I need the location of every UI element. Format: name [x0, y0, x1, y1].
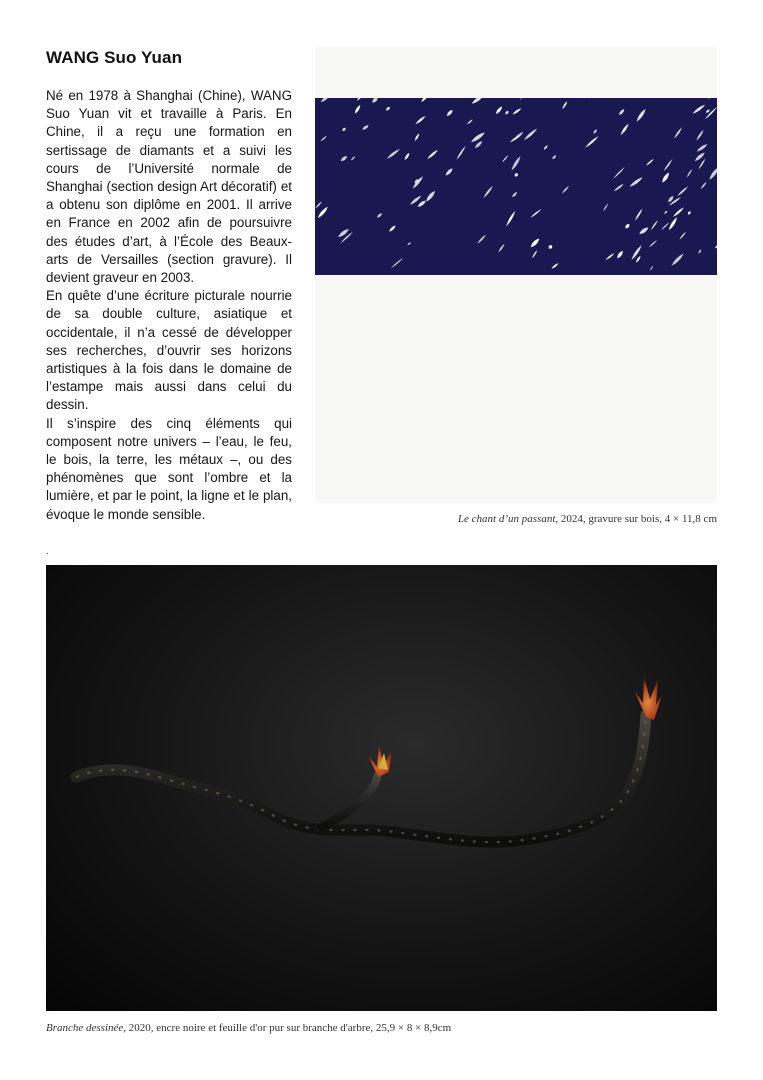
woodcut-mark — [645, 158, 654, 166]
woodcut-mark — [390, 257, 404, 269]
woodcut-mark — [320, 98, 331, 103]
woodcut-white-marks — [315, 98, 717, 275]
woodcut-caption-details: , 2024, gravure sur bois, 4 × 11,8 cm — [555, 513, 717, 525]
woodcut-mark — [630, 244, 642, 260]
woodcut-mark — [603, 203, 609, 211]
woodcut-mark — [692, 104, 706, 115]
bio-paragraph: En quête d’une écriture picturale nourrie de sa double culture, asiatique et occidentale, il n’a cessé de développer ses recherches, d’ouvrir ses horizons artistiques à la fois dans le domaine de l’estampe mais aussi dans celui du dessin. — [46, 288, 292, 413]
branch-sculpture-photo — [46, 565, 717, 1011]
woodcut-mark — [551, 262, 559, 269]
woodcut-mark — [505, 210, 516, 227]
artist-biography — [46, 87, 292, 524]
woodcut-mark — [687, 211, 692, 216]
woodcut-mark — [620, 123, 630, 136]
woodcut-mark — [385, 106, 391, 112]
woodcut-mark — [502, 155, 509, 163]
woodcut-mark — [425, 190, 437, 203]
woodcut-mark — [661, 172, 671, 184]
woodcut-mark — [548, 244, 554, 250]
woodcut-mark — [584, 135, 599, 148]
branch-caption — [46, 1022, 451, 1034]
artist-name: WANG Suo Yuan — [46, 48, 183, 67]
woodcut-ink-band — [315, 98, 717, 275]
woodcut-mark — [446, 109, 454, 117]
branch-caption-title: Branche dessinée — [46, 1022, 124, 1034]
woodcut-mark — [673, 127, 682, 139]
woodcut-mark — [340, 155, 348, 163]
woodcut-mark — [456, 145, 467, 160]
woodcut-mark — [371, 98, 379, 104]
woodcut-mark — [519, 98, 528, 100]
woodcut-mark — [514, 172, 519, 177]
woodcut-mark — [708, 166, 717, 181]
separator-dot: . — [46, 546, 49, 557]
woodcut-mark — [649, 265, 653, 270]
woodcut-mark — [635, 108, 647, 123]
woodcut-mark — [376, 212, 383, 219]
woodcut-mark — [649, 239, 658, 247]
woodcut-mark — [523, 127, 538, 141]
woodcut-mark — [477, 234, 487, 244]
woodcut-mark — [613, 183, 624, 192]
woodcut-mark — [583, 98, 593, 99]
woodcut-mark — [388, 225, 396, 233]
woodcut-mark — [529, 237, 540, 248]
woodcut-mark — [354, 104, 362, 114]
woodcut-mark — [407, 242, 412, 246]
woodcut-mark — [474, 140, 484, 149]
woodcut-mark — [638, 226, 649, 236]
woodcut-mark — [670, 252, 684, 267]
woodcut-mark — [320, 135, 327, 142]
woodcut-mark — [686, 169, 693, 178]
woodcut-mark — [483, 185, 494, 199]
woodcut-mark — [698, 158, 706, 170]
woodcut-mark — [356, 98, 368, 102]
woodcut-mark — [605, 253, 615, 261]
woodcut-mark — [696, 143, 709, 153]
woodcut-caption — [458, 513, 717, 525]
woodcut-mark — [707, 98, 717, 100]
woodcut-mark — [404, 152, 411, 161]
woodcut-mark — [634, 208, 643, 221]
woodcut-mark — [695, 129, 704, 141]
woodcut-print-image — [315, 47, 717, 503]
woodcut-mark — [510, 155, 522, 171]
woodcut-mark — [426, 149, 438, 160]
woodcut-mark — [512, 131, 524, 142]
woodcut-mark — [700, 181, 707, 189]
woodcut-mark — [342, 127, 347, 132]
woodcut-mark — [471, 98, 485, 105]
woodcut-mark — [704, 106, 717, 120]
woodcut-mark — [705, 109, 710, 114]
woodcut-mark — [531, 250, 538, 259]
branch-illustration — [46, 565, 717, 1011]
woodcut-mark — [512, 107, 522, 115]
woodcut-mark — [412, 175, 425, 190]
bio-paragraph: Né en 1978 à Shanghai (Chine), WANG Suo Yuan vit et travaille à Paris. En Chine, il a reçu une formation en sertissage de diamants et a suivi les cours de l’Université normale de Shanghai (section design Art décoratif) et a obtenu son diplôme en 2001. Il arrive en France en 2002 afin de poursuivre des études d’art, à l’École des Beaux-arts de Versailles (section gravure). Il devient graveur en 2003. — [46, 88, 292, 286]
woodcut-mark — [317, 205, 330, 219]
woodcut-mark — [629, 176, 644, 188]
woodcut-mark — [679, 231, 687, 240]
woodcut-mark — [677, 185, 689, 196]
branch-caption-details: , 2020, encre noire et feuille d'or pur sur branche d'arbre, 25,9 × 8 × 8,9cm — [123, 1022, 452, 1034]
woodcut-mark — [386, 148, 401, 160]
bud-right — [634, 677, 662, 720]
woodcut-mark — [420, 98, 431, 103]
woodcut-mark — [444, 167, 453, 177]
woodcut-mark — [415, 115, 427, 125]
woodcut-mark — [505, 110, 510, 115]
woodcut-mark — [613, 167, 626, 180]
woodcut-mark — [498, 243, 505, 253]
woodcut-mark — [660, 222, 669, 231]
woodcut-mark — [698, 249, 702, 254]
woodcut-mark — [551, 155, 556, 160]
woodcut-mark — [315, 201, 323, 209]
woodcut-mark — [618, 108, 625, 116]
woodcut-mark — [470, 131, 486, 144]
woodcut-mark — [650, 220, 658, 231]
woodcut-mark — [672, 207, 684, 218]
woodcut-mark — [362, 124, 370, 131]
woodcut-mark — [561, 185, 569, 194]
woodcut-mark — [663, 158, 673, 171]
woodcut-mark — [543, 144, 548, 150]
woodcut-mark — [414, 133, 420, 142]
woodcut-mark — [635, 255, 641, 263]
woodcut-mark — [530, 208, 542, 218]
woodcut-mark — [511, 191, 518, 198]
woodcut-mark — [593, 129, 598, 135]
woodcut-mark — [350, 156, 355, 161]
woodcut-mark — [562, 101, 568, 110]
bud-left — [368, 745, 392, 777]
woodcut-caption-title: Le chant d’un passant — [457, 513, 556, 525]
branch-twig — [321, 775, 378, 827]
branch-main — [76, 715, 646, 842]
woodcut-mark — [624, 223, 630, 230]
woodcut-mark — [495, 105, 503, 114]
woodcut-mark — [714, 240, 717, 250]
woodcut-mark — [668, 216, 679, 231]
woodcut-mark — [616, 250, 625, 260]
woodcut-mark — [664, 210, 668, 214]
bio-paragraph: Il s’inspire des cinq éléments qui composent notre univers – l’eau, le feu, le bois, la terre, les métaux –, ou des phénomènes que sont l’ombre et la lumière, et par le point, la ligne et le plan, évoque le monde sensible. — [46, 415, 292, 522]
woodcut-mark — [466, 119, 473, 125]
woodcut-mark — [417, 199, 427, 208]
